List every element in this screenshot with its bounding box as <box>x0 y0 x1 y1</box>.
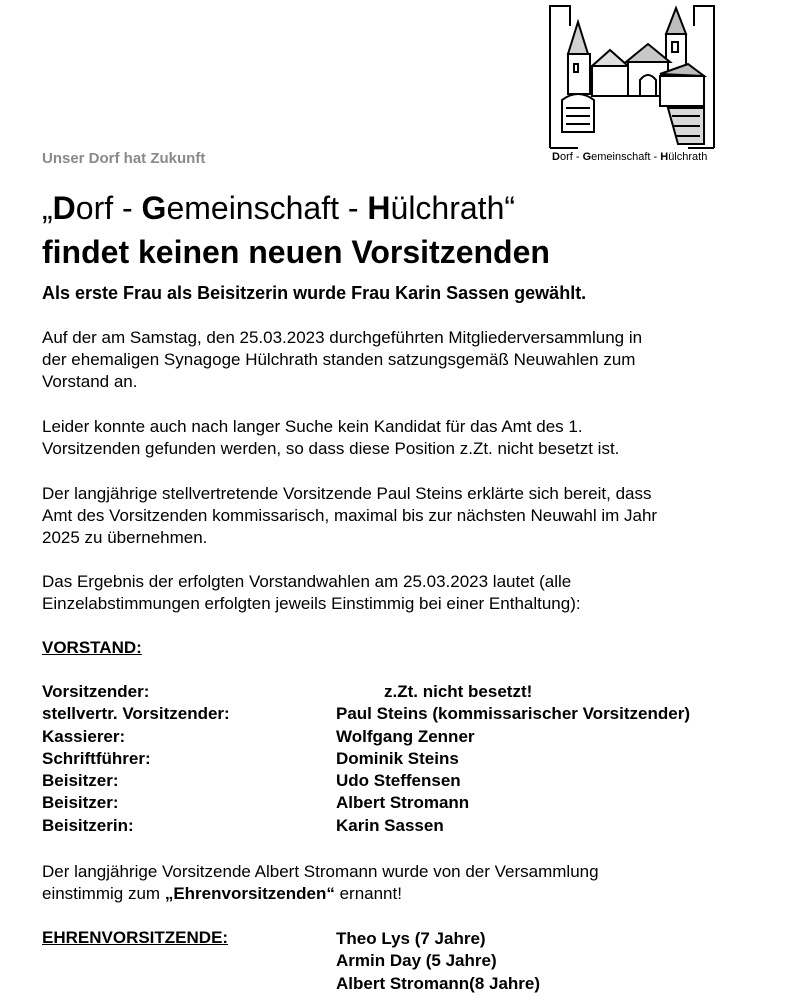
headline-emeinschaft: emeinschaft - <box>166 190 368 226</box>
paragraph-meeting-line2: der ehemaligen Synagoge Hülchrath standen satzungsgemäß Neuwahlen zum <box>42 350 636 369</box>
headline-h: H <box>367 190 391 226</box>
paragraph-no-candidate <box>42 416 762 460</box>
headline-g: G <box>141 190 167 226</box>
paragraph-no-candidate-line2: Vorsitzenden gefunden werden, so dass diese Position z.Zt. nicht besetzt ist. <box>42 439 620 458</box>
headline-uelchrath: ülchrath <box>390 190 505 226</box>
board-heading: VORSTAND: <box>42 638 142 657</box>
paragraph-deputy-line2: Amt des Vorsitzenden kommissarisch, maximal bis zur nächsten Neuwahl im Jahr <box>42 506 658 525</box>
paragraph-honor-line2 <box>42 883 762 905</box>
honor-member: Armin Day (5 Jahre) <box>336 951 497 971</box>
board-row <box>42 792 762 814</box>
paragraph-honor <box>42 861 762 905</box>
board-role: Kassierer: <box>42 726 126 746</box>
honor-member: Albert Stromann(8 Jahre) <box>336 973 541 993</box>
paragraph-deputy <box>42 483 762 549</box>
headline-line2: findet keinen neuen Vorsitzenden <box>42 234 550 270</box>
paragraph-deputy-line1: Der langjährige stellvertretende Vorsitzende Paul Steins erklärte sich bereit, dass <box>42 484 652 503</box>
board-role: Beisitzer: <box>42 771 119 791</box>
board-role: Beisitzerin: <box>42 815 134 835</box>
board-name: Albert Stromann <box>336 793 470 813</box>
paragraph-result-line1: Das Ergebnis der erfolgten Vorstandwahlen am 25.03.2023 lautet (alle <box>42 572 572 591</box>
headline-d: D <box>52 190 76 226</box>
board-role: Schriftführer: <box>42 748 151 768</box>
board-name: Wolfgang Zenner <box>336 726 475 746</box>
honor-text-pre: einstimmig zum <box>42 884 165 903</box>
board-row <box>42 681 762 703</box>
board-name: z.Zt. nicht besetzt! <box>384 682 533 701</box>
headline-orf: orf - <box>75 190 142 226</box>
board-role: Vorsitzender: <box>42 682 150 701</box>
headline-line1 <box>42 190 515 227</box>
logo-caption-d: D <box>552 151 560 163</box>
paragraph-result-line2: Einzelabstimmungen erfolgten jeweils Einstimmig bei einer Enthaltung): <box>42 594 581 613</box>
logo-caption-orf: orf - <box>559 151 583 163</box>
board-name: Karin Sassen <box>336 815 444 835</box>
paragraph-result <box>42 571 762 615</box>
logo-caption-emeinschaft: emeinschaft - <box>591 151 661 163</box>
paragraph-no-candidate-line1: Leider konnte auch nach langer Suche kein Kandidat für das Amt des 1. <box>42 417 583 436</box>
board-row <box>42 748 762 770</box>
honor-text-post: ernannt! <box>334 884 402 903</box>
subtitle: Als erste Frau als Beisitzerin wurde Frau Karin Sassen gewählt. <box>42 283 587 303</box>
paragraph-meeting-line3: Vorstand an. <box>42 372 138 391</box>
slogan: Unser Dorf hat Zukunft <box>42 150 206 167</box>
village-logo-icon <box>548 4 716 150</box>
board-role: Beisitzer: <box>42 793 119 813</box>
paragraph-meeting <box>42 327 762 393</box>
honor-heading: EHRENVORSITZENDE: <box>42 928 229 947</box>
board-list <box>42 681 762 837</box>
headline-open-quote: „ <box>42 190 53 226</box>
board-name: Udo Steffensen <box>336 771 461 791</box>
board-row <box>42 726 762 748</box>
organization-logo <box>548 4 718 164</box>
board-role: stellvertr. Vorsitzender: <box>42 704 230 724</box>
paragraph-meeting-line1: Auf der am Samstag, den 25.03.2023 durchgeführten Mitgliederversammlung in <box>42 328 643 347</box>
board-name: Dominik Steins <box>336 748 459 768</box>
honor-text-bold: „Ehrenvorsitzenden“ <box>164 884 335 903</box>
board-name: Paul Steins (kommissarischer Vorsitzender) <box>336 704 690 724</box>
paragraph-honor-line1: Der langjährige Vorsitzende Albert Stromann wurde von der Versammlung <box>42 862 599 881</box>
logo-caption <box>552 151 707 163</box>
honor-member: Theo Lys (7 Jahre) <box>336 929 486 948</box>
logo-caption-h: H <box>660 151 669 163</box>
board-row <box>42 703 762 725</box>
logo-caption-uelchrath: ülchrath <box>668 151 708 163</box>
board-row <box>42 770 762 792</box>
board-row <box>42 815 762 837</box>
logo-caption-g: G <box>582 151 592 163</box>
headline-close-quote: “ <box>504 190 516 226</box>
paragraph-deputy-line3: 2025 zu übernehmen. <box>42 528 208 547</box>
honor-members-list <box>336 928 540 995</box>
